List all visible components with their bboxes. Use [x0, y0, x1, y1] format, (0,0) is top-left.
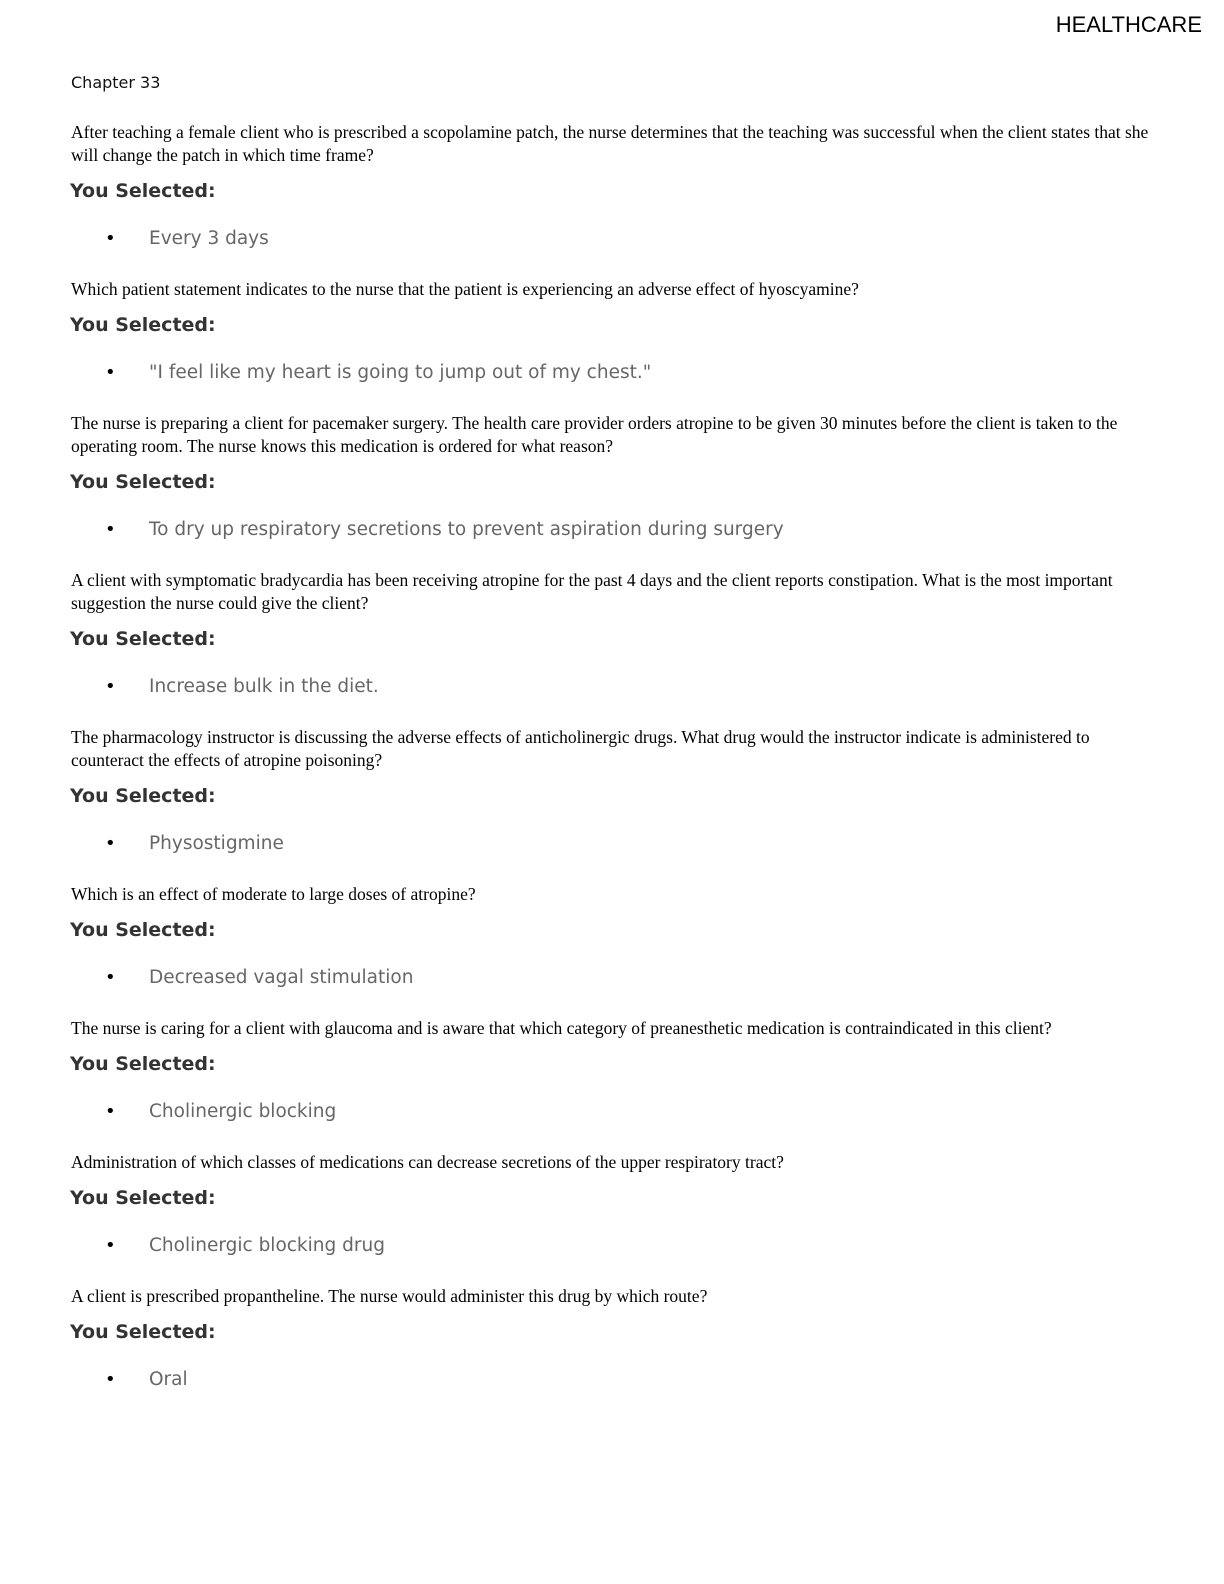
- question-block: [71, 883, 1151, 993]
- answer-text: "I feel like my heart is going to jump out of my chest.": [149, 362, 652, 383]
- bullet-icon: •: [105, 362, 116, 383]
- selected-answer: [105, 829, 1151, 859]
- selected-answer: [105, 224, 1151, 254]
- question-block: [71, 412, 1151, 545]
- answer-text: Cholinergic blocking drug: [149, 1235, 385, 1256]
- selected-answer: [105, 1097, 1151, 1127]
- bullet-icon: •: [105, 228, 116, 249]
- bullet-icon: •: [105, 833, 116, 854]
- selected-answer: [105, 672, 1151, 702]
- question-block: [71, 1151, 1151, 1261]
- selected-answer: [105, 963, 1151, 993]
- question-block: [71, 726, 1151, 859]
- answer-text: Physostigmine: [149, 833, 284, 854]
- question-text: The nurse is caring for a client with glaucoma and is aware that which category of preanesthetic medication is contraindicated in this client?: [71, 1018, 1052, 1038]
- question-text: Which is an effect of moderate to large doses of atropine?: [71, 884, 476, 904]
- answer-text: Oral: [149, 1369, 188, 1390]
- question-block: [71, 569, 1151, 702]
- document-body: [71, 70, 1151, 1419]
- bullet-icon: •: [105, 967, 116, 988]
- question-block: [71, 1017, 1151, 1127]
- bullet-icon: •: [105, 1101, 116, 1122]
- selected-answer: [105, 515, 1151, 545]
- question-text: Administration of which classes of medications can decrease secretions of the upper respiratory tract?: [71, 1152, 784, 1172]
- question-text: After teaching a female client who is prescribed a scopolamine patch, the nurse determines that the teaching was successful when the client states that she will change the patch in which time frame?: [71, 122, 1149, 165]
- you-selected-label: You Selected:: [70, 180, 216, 202]
- answer-text: Increase bulk in the diet.: [149, 676, 379, 697]
- bullet-icon: •: [105, 1235, 116, 1256]
- bullet-icon: •: [105, 519, 116, 540]
- selected-answer: [105, 1365, 1151, 1395]
- bullet-icon: •: [105, 676, 116, 697]
- you-selected-label: You Selected:: [70, 919, 216, 941]
- you-selected-label: You Selected:: [70, 471, 216, 493]
- question-text: A client with symptomatic bradycardia has been receiving atropine for the past 4 days and the client reports constipation. What is the most important suggestion the nurse could give the client?: [71, 570, 1113, 613]
- you-selected-label: You Selected:: [70, 1321, 216, 1343]
- answer-text: Cholinergic blocking: [149, 1101, 337, 1122]
- selected-answer: [105, 358, 1151, 388]
- question-text: Which patient statement indicates to the nurse that the patient is experiencing an adverse effect of hyoscyamine?: [71, 279, 859, 299]
- answer-text: Every 3 days: [149, 228, 269, 249]
- question-text: The nurse is preparing a client for pacemaker surgery. The health care provider orders atropine to be given 30 minutes before the client is taken to the operating room. The nurse knows this medication is ordered for what reason?: [71, 413, 1118, 456]
- answer-text: Decreased vagal stimulation: [149, 967, 414, 988]
- bullet-icon: •: [105, 1369, 116, 1390]
- answer-text: To dry up respiratory secretions to prevent aspiration during surgery: [149, 519, 784, 540]
- you-selected-label: You Selected:: [70, 314, 216, 336]
- selected-answer: [105, 1231, 1151, 1261]
- you-selected-label: You Selected:: [70, 785, 216, 807]
- you-selected-label: You Selected:: [70, 1053, 216, 1075]
- chapter-title: Chapter 33: [71, 73, 161, 92]
- question-block: [71, 121, 1151, 254]
- question-text: A client is prescribed propantheline. The nurse would administer this drug by which route?: [71, 1286, 708, 1306]
- question-block: [71, 1285, 1151, 1395]
- question-text: The pharmacology instructor is discussing the adverse effects of anticholinergic drugs. What drug would the instructor indicate is administered to counteract the effects of atropine poisoning?: [71, 727, 1090, 770]
- document-header-label: HEALTHCARE: [1055, 12, 1202, 37]
- you-selected-label: You Selected:: [70, 628, 216, 650]
- question-block: [71, 278, 1151, 388]
- you-selected-label: You Selected:: [70, 1187, 216, 1209]
